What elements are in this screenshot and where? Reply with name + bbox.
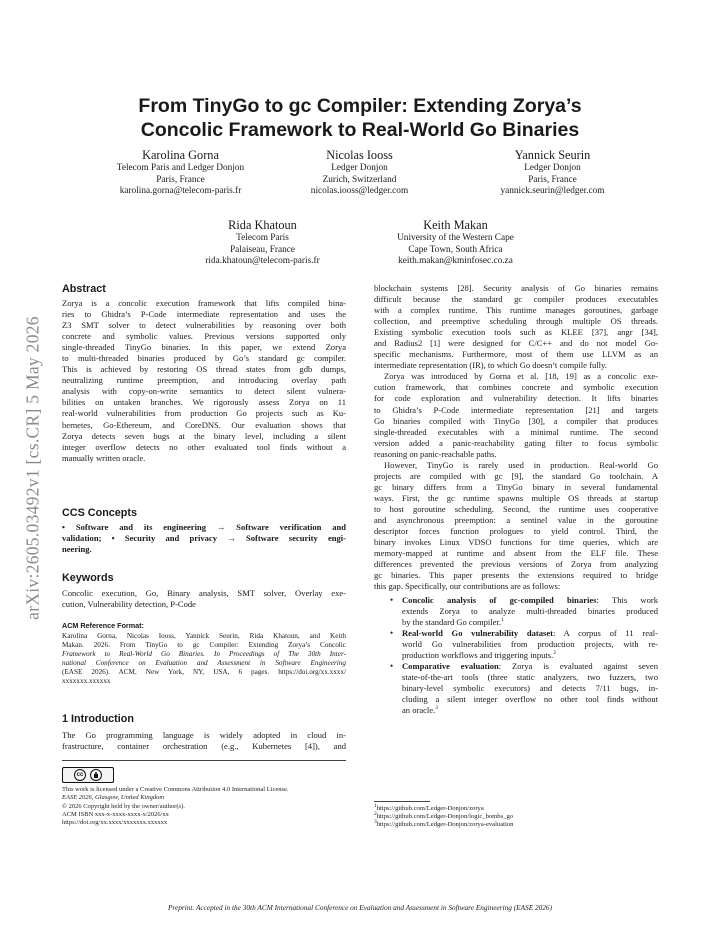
intro-heading: 1 Introduction [62, 713, 134, 725]
author-email: nicolas.iooss@ledger.com [310, 186, 409, 197]
author-location: Paris, France [528, 174, 577, 185]
text-line: binary invokes Linux VDSO functions for time queries, which are [374, 537, 658, 548]
author-email: yannick.seurin@ledger.com [500, 186, 605, 197]
title-line: From TinyGo to gc Compiler: Extending Zorya’s [138, 95, 582, 117]
license-line: https://doi.org/xx.xxxx/xxxxxxx.xxxxxx [62, 819, 168, 827]
text-line: memory-mapped at runtime and absent from the ELF file. These [374, 548, 658, 559]
author-affiliation: Telecom Paris [236, 233, 289, 243]
item-lead: Real-world Go vulnerability dataset [402, 628, 554, 639]
text-line: Zorya was introduced by Gorna et al. [18, 19] as a concolic exe- [384, 371, 658, 382]
license-text [62, 786, 289, 827]
author-name: Karolina Gorna [142, 148, 219, 162]
author-name: Rida Khatoun [228, 218, 297, 232]
text-line: gc binaries. This paper presents the extensions required to bridge [374, 570, 658, 581]
text-line: and Radius2 [1] were designed for C/C++ and do not model Go- [374, 338, 658, 349]
text-line: to multi-threaded binaries produced by Go’s standard gc compiler. [62, 353, 346, 364]
author-block [267, 148, 452, 198]
text-line: extends Zorya to analyze multi-threaded binaries produced [402, 606, 658, 617]
text-line: Zorya detects seven bugs at the binary level, including a silent [62, 430, 346, 441]
text-line: bernetes, Go-Ethereum, and CoreDNS. Our evaluation shows that [62, 419, 346, 430]
abstract-heading: Abstract [62, 283, 106, 295]
list-item: • Concolic analysis of gc-compiled binaries: This work extends Zorya to analyze multi-threaded binaries produced by the standard Go compiler.$^1$ [390, 595, 658, 628]
text-line: ways. First, the gc runtime spawns multiple OS threads at startup [374, 492, 658, 503]
text-line: state-of-the-art tools (three static analyzers, two fuzzers, two [402, 672, 658, 683]
text-line: specific mechanisms. Furthermore, most of them use LLVM as an [374, 349, 658, 360]
author-block [363, 218, 548, 268]
text-line: for code exploration and vulnerability detection. It lifts binaries [374, 393, 658, 404]
author-location: Zurich, Switzerland [322, 174, 397, 185]
text-line: The Go programming language is widely adopted in cloud in- [62, 730, 346, 740]
author-email: rida.khatoun@telecom-paris.fr [205, 256, 320, 267]
text-line: this gap. Specifically, our contributions are as follows: [374, 581, 561, 592]
intro-body [62, 730, 346, 752]
text-line: real-world vulnerabilities from production Go projects such as Ku- [62, 408, 346, 419]
author-affiliation: Ledger Donjon [524, 163, 581, 173]
text-line: single-threaded TinyGo binaries. In this paper, we extend Zorya [62, 342, 346, 353]
text-line: Framework to Real-World Go Binaries. In Proceedings of The 30th Inter- [62, 650, 346, 658]
keywords-body [62, 588, 346, 610]
text-line: integer overflow detects no other evaluated tool finds without a [62, 441, 346, 452]
footnote-mark: 2 [553, 650, 556, 657]
text-line: Go binaries compiled with TinyGo [30], a compiler that produces [374, 415, 658, 426]
text-line: gc binary differs from a TinyGo binary in several fundamental [374, 481, 658, 492]
text-line: xxxxxxx.xxxxxx [62, 677, 111, 685]
author-name: Keith Makan [423, 218, 488, 232]
text-line: version added a panic-reachability gating filter to focus symbolic [374, 437, 658, 448]
text-line: concrete and symbolic values. Previous versions supported only [62, 331, 346, 342]
text-line: collection, and preemptive scheduling through multiple OS threads. [374, 316, 658, 327]
reference-heading: ACM Reference Format: [62, 621, 144, 630]
text-line: descriptor forces function prologues to yield control. Third, the [374, 526, 658, 537]
text-line: Makan. 2026. From TinyGo to gc Compiler: Extending Zorya’s Concolic [62, 641, 346, 649]
text-line: This is achieved by restoring OS thread states from gdb dumps, [62, 364, 346, 375]
text-line: frastructure, container orchestration (e.g., Kubernetes [4]), and [62, 741, 346, 752]
author-name: Yannick Seurin [514, 148, 591, 162]
text-line: blockchain systems [28]. Security analysis of Go binaries remains [374, 283, 658, 293]
text-line: ries to Ghidra’s P-Code intermediate representation and uses the [62, 309, 346, 320]
text-line: difficult because the standard gc compiler produces executables [374, 294, 658, 305]
text-line: validation; • Security and privacy → Software security engi- [62, 533, 346, 544]
text-line: projects are compiled with gc [9], the standard Go toolchain. A [374, 470, 658, 481]
author-block [88, 148, 273, 198]
license-divider [62, 760, 346, 761]
keywords-heading: Keywords [62, 572, 114, 584]
list-item: • Comparative evaluation: Zorya is evaluated against seven state-of-the-art tools (three static analyzers, two fuzzers, two binary-level symbolic executors) and detects 7/11 bugs, in- cluding a silent integer overflow no other tool finds without an oracle.$^3$ [390, 661, 658, 716]
cc-icon: cc [74, 769, 86, 781]
text-line: to host goroutine scheduling. Second, the runtime uses cooperative [374, 503, 658, 514]
license-line: © 2026 Copyright held by the owner/author(s). [62, 802, 185, 810]
cc-by-badge [62, 767, 114, 783]
title-line: Concolic Framework to Real-World Go Binaries [140, 119, 580, 141]
list-item: • Real-world Go vulnerability dataset: A corpus of 11 real- world Go vulnerabilities from production projects, with re- production workflows and triggering inputs.$^2$ [390, 628, 658, 661]
footnote-mark: 1 [500, 617, 504, 624]
footnote: $^1$https://github.com/Ledger-Donjon/zorya [374, 802, 484, 812]
item-lead: Comparative evaluation [402, 661, 499, 672]
text-line: Concolic execution, Go, Binary analysis, SMT solver, Overlay exe- [62, 588, 346, 598]
text-line: Karolina Gorna, Nicolas Iooss, Yannick Seurin, Rida Khatoun, and Keith [62, 632, 346, 640]
text-line: cution, Vulnerability detection, P-Code [62, 599, 196, 610]
text-line: bilities on untaken branches. We rigorously assess Zorya on 11 [62, 397, 346, 408]
text-line: single-threaded executables with a minimal runtime. The second [374, 426, 658, 437]
person-icon [90, 769, 102, 781]
text-line: to Ghidra’s P-Code intermediate representation [21] and targets [374, 404, 658, 415]
text-line: world Go vulnerabilities from production projects, with re- [402, 639, 658, 650]
text-line: Zorya is a concolic execution framework that lifts compiled bina- [62, 298, 346, 308]
license-line: This work is licensed under a Creative Commons Attribution 4.0 International License. [62, 786, 289, 793]
text-line: However, TinyGo is rarely used in production. Real-world Go [384, 459, 658, 470]
author-email: karolina.gorna@telecom-paris.fr [119, 186, 242, 197]
ccs-heading: CCS Concepts [62, 507, 137, 519]
text-line: reasoning on panic-reachable paths. [374, 448, 497, 459]
text-line: national Conference on Evaluation and Assessment in Software Engineering [62, 659, 346, 667]
license-line: ACM ISBN xxx-x-xxxx-xxxx-x/2026/xx [62, 810, 169, 818]
text-line: (EASE 2026). ACM, New York, NY, USA, 6 pages. https://doi.org/xx.xxxx/ [62, 668, 346, 676]
footnote-mark: 3 [435, 705, 438, 712]
author-block [170, 218, 355, 268]
text-line: neutralizing runtime preemption, and introducing overlay path [62, 375, 346, 386]
author-affiliation: University of the Western Cape [397, 233, 514, 243]
footnote-divider [374, 801, 430, 802]
author-affiliation: Telecom Paris and Ledger Donjon [116, 163, 245, 173]
author-location: Cape Town, South Africa [408, 244, 503, 255]
item-lead: Concolic analysis of gc-compiled binaries [402, 595, 597, 605]
author-block [460, 148, 645, 198]
text-line: with a complex runtime. This runtime manages goroutines, garbage [374, 305, 658, 316]
text-line: binary-level symbolic executors) and detects 7/11 bugs, in- [402, 683, 658, 694]
intro-continued [374, 283, 658, 592]
text-line: Z3 SMT solver to detect vulnerabilities by reasoning over both [62, 320, 346, 331]
text-line: analysis with copy-on-write semantics to detect silent vulnera- [62, 386, 346, 397]
text-line: neering. [62, 544, 92, 555]
author-location: Palaiseau, France [229, 244, 296, 255]
license-line: EASE 2026, Glasgow, United Kingdom [62, 794, 165, 802]
text-line: manually written oracle. [62, 452, 146, 463]
text-line: and asynchronous preemption: a sentinel value in the goroutine [374, 514, 658, 525]
footnote: $^3$https://github.com/Ledger-Donjon/zorya-evaluation [374, 819, 514, 829]
text-line: intermediate representation (IR), to which Go doesn’t compile fully. [374, 360, 607, 371]
author-location: Paris, France [156, 174, 205, 185]
abstract-body [62, 298, 346, 464]
text-line: differences prevented the previous versions of Zorya from analyzing [374, 559, 658, 570]
footnotes [374, 802, 514, 830]
text-line: • Software and its engineering → Software verification and [62, 522, 346, 532]
page-footer: Preprint. Accepted in the 30th ACM International Conference on Evaluation and Assessment in Software Engineering (EASE 2026) [167, 903, 553, 912]
author-affiliation: Ledger Donjon [331, 163, 388, 173]
contributions-list [390, 595, 658, 717]
reference-body [62, 632, 346, 686]
arxiv-watermark: arXiv:2605.03492v1 [cs.CR] 5 May 2026 [22, 316, 43, 620]
text-line: cution framework, that combines concrete and symbolic execution [374, 382, 658, 393]
text-line: cluding a silent integer overflow no other tool finds without [402, 694, 658, 705]
paper-title [60, 94, 660, 142]
author-email: keith.makan@kminfosec.co.za [398, 256, 513, 267]
ccs-body [62, 522, 346, 555]
footnote: $^2$https://github.com/Ledger-Donjon/logic_bombs_go [374, 811, 514, 821]
author-name: Nicolas Iooss [326, 148, 393, 162]
text-line: Existing symbolic execution tools such as KLEE [37], angr [34], [374, 327, 658, 338]
